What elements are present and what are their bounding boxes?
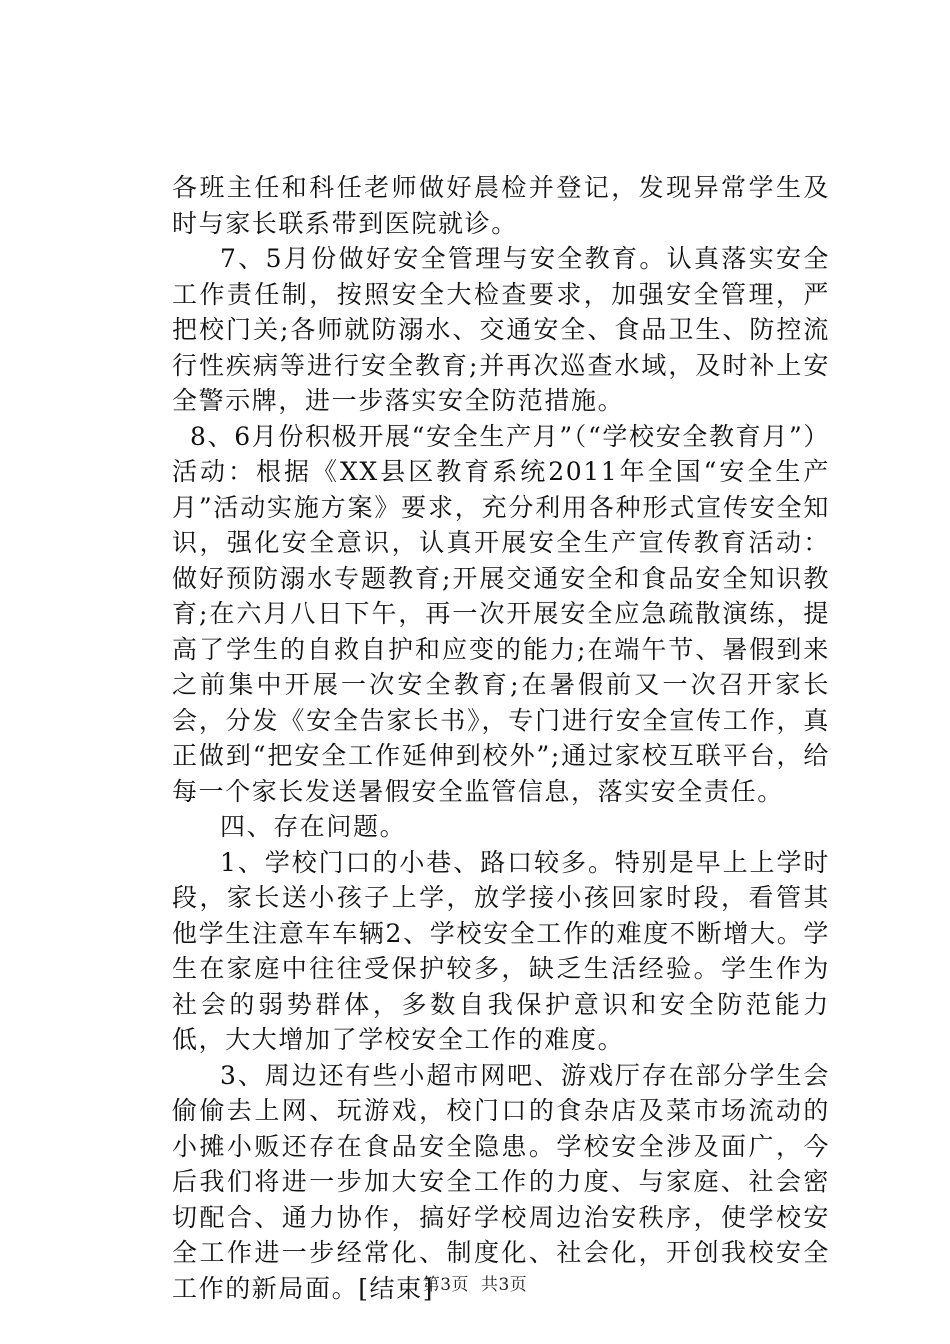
paragraph-problem-3: 3、周边还有些小超市网吧、游戏厅存在部分学生会偷偷去上网、玩游戏，校门口的食杂店及菜市场流动的小摊小贩还存在食品安全隐患。学校安全涉及面广，今后我们将进一步加大安全工作的力度、与家庭、社会密切配合、通力协作，搞好学校周边治安秩序，使学校安全工作进一步经常化、制度化、社会化，开创我校安全工作的新局面。[结束]: [172, 1060, 830, 1303]
page-total: 共3页: [480, 1275, 528, 1295]
paragraph-item-7: 7、5月份做好安全管理与安全教育。认真落实安全工作责任制，按照安全大检查要求，加强安全管理，严把校门关;各师就防溺水、交通安全、食品卫生、防控流行性疾病等进行安全教育;并再次巡查水域，及时补上安全警示牌，进一步落实安全防范措施。: [172, 244, 830, 415]
section-heading-problems: 四、存在问题。: [220, 812, 407, 841]
document-body: [172, 170, 830, 1306]
paragraph-problem-1-2: 1、学校门口的小巷、路口较多。特别是早上上学时段，家长送小孩子上学，放学接小孩回家时段，看管其他学生注意车车辆2、学校安全工作的难度不断增大。学生在家庭中往往受保护较多，缺乏生活经验。学生作为社会的弱势群体，多数自我保护意识和安全防范能力低，大大增加了学校安全工作的难度。: [172, 847, 830, 1054]
page-footer: [0, 1270, 950, 1295]
page-number: 第3页: [422, 1275, 470, 1295]
paragraph-item-8: 8、6月份积极开展“安全生产月”（“学校安全教育月”）活动：根据《XX县区教育系统2011年全国“安全生产月”活动实施方案》要求，充分利用各种形式宣传安全知识，强化安全意识，认真开展安全生产宣传教育活动：做好预防溺水专题教育;开展交通安全和食品安全知识教育;在六月八日下午，再一次开展安全应急疏散演练，提高了学生的自救自护和应变的能力;在端午节、暑假到来之前集中开展一次安全教育;在暑假前又一次召开家长会，分发《安全告家长书》，专门进行安全宣传工作，真正做到“把安全工作延伸到校外”;通过家校互联平台，给每一个家长发送暑假安全监管信息，落实安全责任。: [172, 421, 830, 806]
paragraph-morning-check: 各班主任和科任老师做好晨检并登记，发现异常学生及时与家长联系带到医院就诊。: [172, 173, 830, 238]
